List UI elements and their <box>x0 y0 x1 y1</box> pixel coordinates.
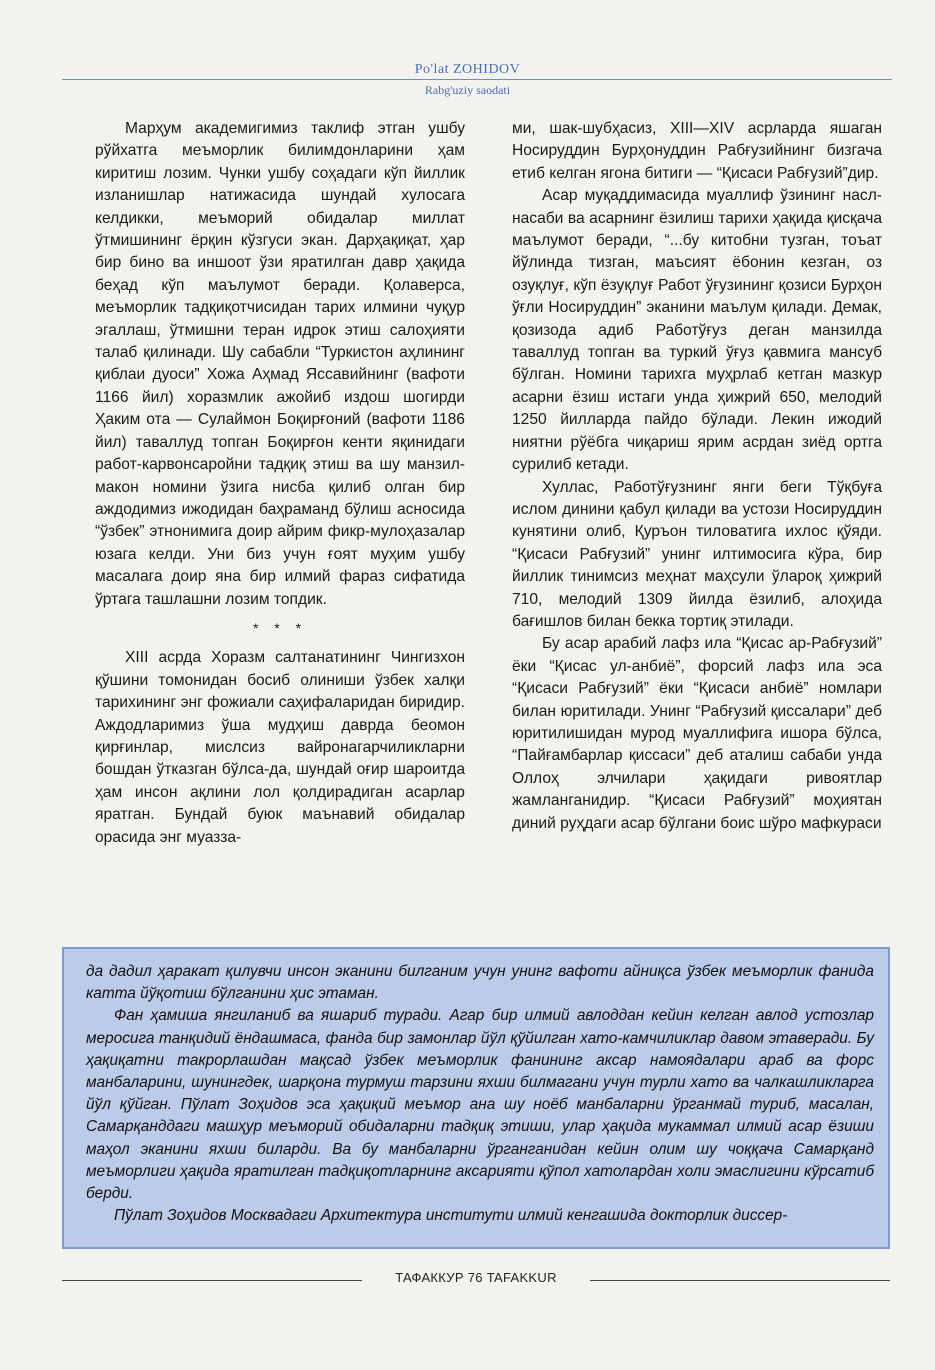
footer-page-label: ТАФАККУР 76 TAFAKKUR <box>395 1270 557 1285</box>
header-author: Po'lat ZOHIDOV <box>414 62 521 77</box>
left-paragraph-1: Марҳум академигимиз таклиф этган ушбу рўйхатга меъморлик билимдонларини ҳам киритиш лозим. Чунки ушбу соҳадаги кўп йиллик изланишлар натижасида шундай хулосага келдикки, меъморий обидалар миллат ўтмишининг ёрқин кўзгуси экан. Дарҳақиқат, ҳар бир бино ва иншоот ўзи яратилган давр ҳақида беҳад кўп маълумот беради. Қолаверса, меъморлик тадқиқотчисидан тарих илмини чуқур эгаллаш, ўтмишни теран идрок этиш салоҳияти талаб қилинади. Шу сабабли “Туркистон аҳлининг қиблаи дуоси” Хожа Аҳмад Яссавийнинг (вафоти 1166 йил) хоразмлик ажойиб издош шогирди Ҳаким ота — Сулаймон Боқирғоний (вафоти 1186 йил) таваллуд топган Боқирғон кенти яқинидаги работ-карвонсаройни тадқиқ этиш ва шу манзил-макон номини ўзига нисба қилиб олган бир аждодимиз ижодидан баҳраманд бўлиш асносида “ўзбек” этнонимига доир айрим фикр-мулоҳазалар юзага келди. Уни биз учун ғоят муҳим ушбу масалага доир яна бир илмий фараз сифатида ўртага ташлашни лозим топдик. <box>95 120 465 608</box>
left-paragraph-2: XIII асрда Хоразм салтанатининг Чингизхон қўшини томонидан босиб олиниши ўзбек халқи тарихининг энг фожиали саҳифаларидан биридир. Аждодларимиз ўша мудҳиш даврда беомон қирғинлар, мислсиз вайронагарчиликларни бошдан ўтказган бўлса-да, шундай оғир шароитда ҳам инсон ақлини лол қолдирадиган асарлар яратган. Бундай буюк маънавий обидалар орасида энг муазза- <box>95 649 465 846</box>
right-paragraph-1: ми, шак-шубҳасиз, XIII—XIV асрларда яшаган Носируддин Бурҳонуддин Рабғузийнинг бизгача етиб келган ягона битиги — “Қисаси Рабғузий”дир. <box>512 120 882 182</box>
footer-rule-left <box>62 1280 362 1281</box>
right-paragraph-2: Асар муқаддимасида муаллиф ўзининг насл-насаби ва асарнинг ёзилиш тарихи ҳақида қисқача маълумот беради, “...бу китобни тузган, тоъат йўлинда тизган, маъсият ёбонин кезган, оз озуқлуғ, кўп ёзуқлуғ Работ ўғузининг қозиси Бурҳон ўғли Носируддин” эканини маълум қилади. Демак, қозизода адиб Работўғуз деган манзилда таваллуд топган ва туркий ўғуз қавмига мансуб бўлган. Номини тарихга муҳрлаб кетган мазкур асарни ёзиш истаги унда ҳижрий 650, мелодий 1250 йилларда пайдо бўлади. Лекин ижодий ниятни рўёбга чиқариш ярим асрдан зиёд ортга сурилиб кетади. <box>512 187 882 474</box>
right-paragraph-4: Бу асар арабий лафз ила “Қисас ар-Рабғузий” ёки “Қисас ул-анбиё”, форсий лафз ила эса “Қисаси Рабғузий” ёки “Қисаси анбиё” номлари билан юритилади. Унинг “Рабғузий қиссалари” деб юритилишидан мурод муаллифига ишора бўлса, “Пайғамбарлар қиссаси” деб аталиш сабаби унда Оллоҳ элчилари ҳақидаги ривоятлар жамланганидир. “Қисаси Рабғузий” моҳиятан диний руҳдаги асар бўлгани боис шўро мафкураси <box>512 635 882 832</box>
quote-paragraph-1: да дадил ҳаракат қилувчи инсон эканини билганим учун унинг вафоти айниқса ўзбек меъморлик фанида катта йўқотиш бўлганини ҳис этаман. <box>86 963 874 1003</box>
quote-paragraph-3: Пўлат Зоҳидов Москвадаги Архитектура институти илмий кенгашида докторлик диссер- <box>114 1207 788 1225</box>
quote-box <box>62 947 890 1249</box>
right-column <box>512 118 882 835</box>
footer-rule-right <box>590 1280 890 1281</box>
header-rule <box>62 79 892 80</box>
quote-paragraph-2: Фан ҳамиша янгиланиб ва яшариб туради. Агар бир илмий авлоддан кейин келган авлод устозлар меросига танқидий ёндашмаса, фанда бир замонлар йўл қўйилган хато-камчиликлар давом этаверади. Бу ҳақиқатни такрорлашдан мақсад ўзбек меъморлик фанининг аксар намоядалари араб ва форс манбаларини, шунингдек, шарқона турмуш тарзини яхши билмагани учун турли хато ва чалкашликларга йўл қўйган. Пўлат Зоҳидов эса ҳақиқий меъмор ана шу ноёб манбаларни ўрганмай туриб, масалан, Самарқанддаги машҳур меъморий обидаларни тадқиқ этиши, улар ҳақида мукаммал илмий асар ёзиши маҳол эканини яхши биларди. Ва бу манбаларни ўрганганидан кейин олим шу чоққача Самарқанд меъморлиги ҳақида яратилган тадқиқотларнинг аксарияти қўпол хатолардан холи эмаслигини кўрсатиб берди. <box>86 1007 874 1203</box>
right-paragraph-3: Хуллас, Работўғузнинг янги беги Тўқбуға ислом динини қабул қилади ва устози Носируддин кунятини олиб, Қуръон тиловатига ихлос қўяди. “Қисаси Рабғузий” унинг илтимосига кўра, бир йиллик тинимсиз меҳнат маҳсули ўлароқ ҳижрий 710, мелодий 1309 йилда ёзилиб, алоҳида бағишлов билан бекка тортиқ этилади. <box>512 478 882 630</box>
left-column <box>95 118 465 849</box>
section-separator: * * * <box>252 619 308 636</box>
header-subtitle: Rabg'uziy saodati <box>424 83 511 97</box>
